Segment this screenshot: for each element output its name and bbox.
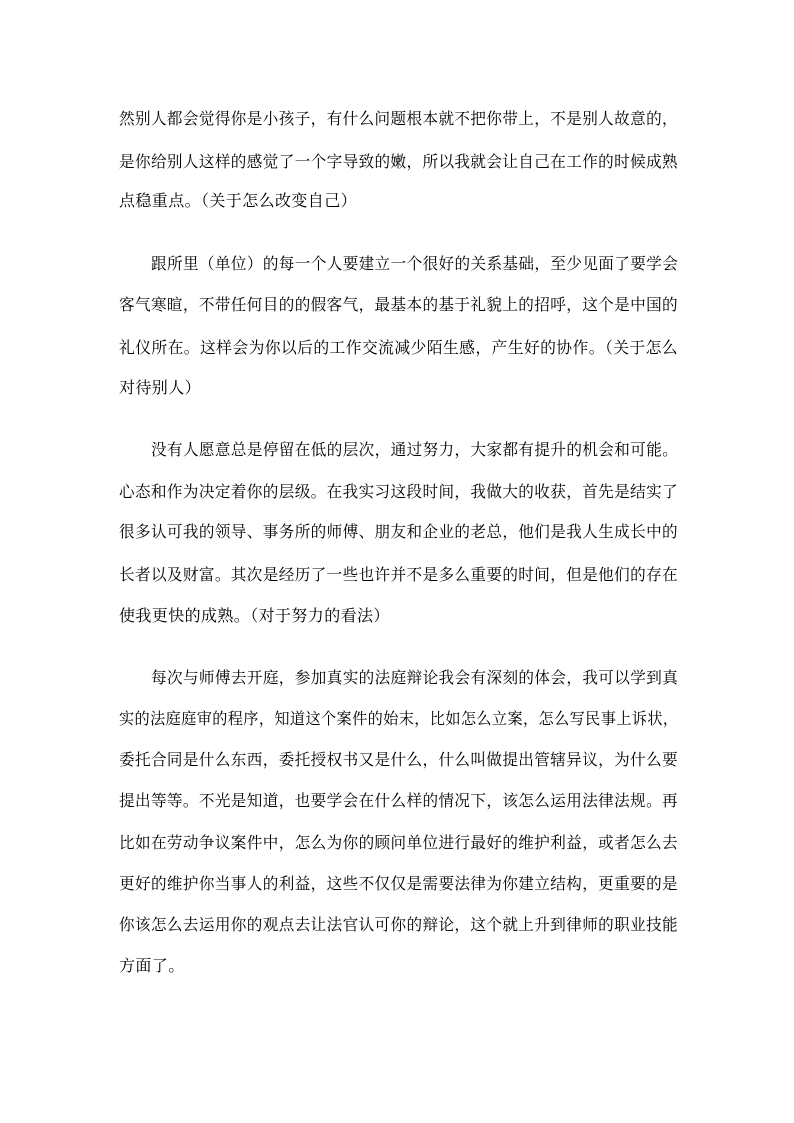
- paragraph-4-line-8: 方面了。: [119, 956, 185, 975]
- paragraph-4-line-2: 实的法庭庭审的程序，知道这个案件的始末，比如怎么立案，怎么写民事上诉状，: [119, 709, 679, 728]
- paragraph-3-line-4: 长者以及财富。其次是经历了一些也许并不是多么重要的时间，但是他们的存在: [119, 565, 679, 584]
- paragraph-3-line-5: 使我更快的成熟。（对于努力的看法）: [119, 606, 390, 625]
- paragraph-4-line-1: 每次与师傅去开庭，参加真实的法庭辩论我会有深刻的体会，我可以学到真: [151, 668, 679, 687]
- paragraph-4-line-6: 更好的维护你当事人的利益，这些不仅仅是需要法律为你建立结构，更重要的是: [119, 874, 679, 893]
- paragraph-1-line-1: 然别人都会觉得你是小孩子，有什么问题根本就不把你带上，不是别人故意的，: [119, 109, 679, 128]
- paragraph-3-line-3: 很多认可我的领导、事务所的师傅、朋友和企业的老总，他们是我人生成长中的: [119, 522, 679, 541]
- paragraph-3-line-2: 心态和作为决定着你的层级。在我实习这段时间，我做大的收获，首先是结实了: [119, 482, 679, 501]
- paragraph-2-line-1: 跟所里（单位）的每一个人要建立一个很好的关系基础，至少见面了要学会: [151, 254, 679, 273]
- paragraph-4-line-4: 提出等等。不光是知道，也要学会在什么样的情况下，该怎么运用法律法规。再: [119, 791, 679, 810]
- paragraph-4-line-7: 你该怎么去运用你的观点去让法官认可你的辩论，这个就上升到律师的职业技能: [119, 915, 679, 934]
- paragraph-1-line-3: 点稳重点。（关于怎么改变自己）: [119, 191, 358, 210]
- paragraph-2-line-4: 对待别人）: [119, 378, 202, 397]
- paragraph-1-line-2: 是你给别人这样的感觉了一个字导致的嫩，所以我就会让自己在工作的时候成熟: [119, 152, 679, 171]
- paragraph-3-line-1: 没有人愿意总是停留在低的层次，通过努力，大家都有提升的机会和可能。: [151, 440, 679, 459]
- paragraph-2-line-2: 客气寒暄，不带任何目的的假客气，最基本的基于礼貌上的招呼，这个是中国的: [119, 295, 679, 314]
- paragraph-2-line-3: 礼仪所在。这样会为你以后的工作交流减少陌生感，产生好的协作。（关于怎么: [119, 338, 678, 357]
- paragraph-4-line-3: 委托合同是什么东西，委托授权书又是什么，什么叫做提出管辖异议，为什么要: [119, 750, 679, 769]
- paragraph-4-line-5: 比如在劳动争议案件中，怎么为你的顾问单位进行最好的维护利益，或者怎么去: [119, 833, 679, 852]
